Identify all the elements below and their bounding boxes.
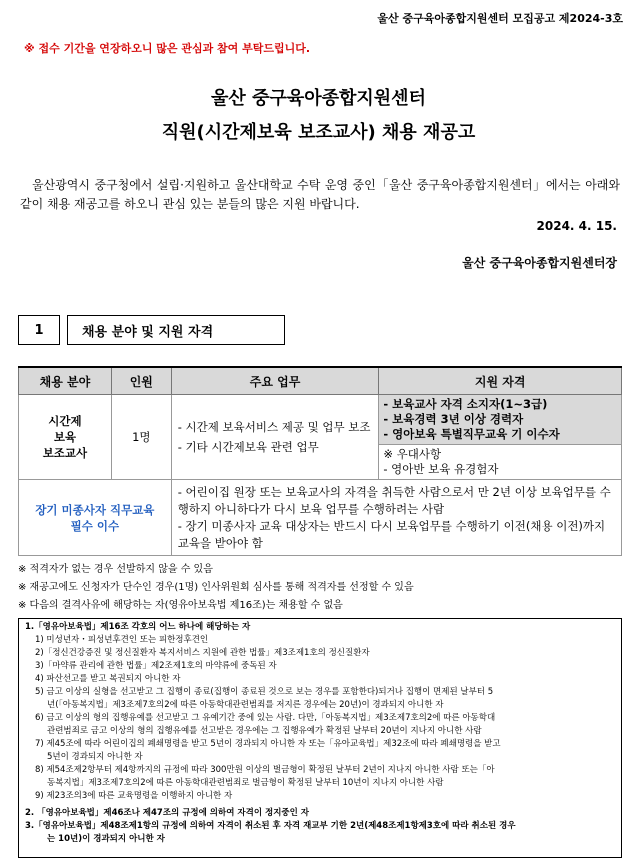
long-term-description: [171, 480, 621, 556]
preferred-qualifications: [379, 445, 622, 480]
section-title: 채용 분야 및 지원 자격: [67, 315, 285, 345]
disqual-item: 4) 파산선고를 받고 복권되지 아니한 자: [35, 674, 181, 684]
disqual-item-cont: 관련범죄로 금고 이상의 형의 집행유예를 선고받은 경우에는 그 집행유예가 확정된 날부터 20년이 지나지 아니한 사람: [47, 726, 482, 736]
disqual-heading-3: 3.「영유아보육법」제48조제1항의 규정에 의하여 자격이 취소된 후 자격 재교부 기한 2년(제48조제1항제3호에 따라 취소된 경우: [25, 821, 516, 831]
page-title: 울산 중구육아종합지원센터: [211, 88, 426, 109]
required-qualifications: [379, 395, 622, 445]
disqual-heading-3-cont: 는 10년)이 경과되지 아니한 자: [47, 834, 165, 844]
field-cell: [19, 395, 112, 480]
notice-number: 울산 중구육아종합지원센터 모집공고 제2024-3호: [377, 12, 623, 25]
intro-paragraph: 울산광역시 중구청에서 설립·지원하고 울산대학교 수탁 운영 중인「울산 중구육아종합지원센터」에서는 아래와 같이 채용 재공고를 하오니 관심 있는 분들의 많은 지원 바랍니다.: [20, 178, 620, 211]
long-term-label-line: 장기 미종사자 직무교육: [35, 502, 155, 517]
disqual-item: 7) 제45조에 따라 어린이집의 폐쇄명령을 받고 5년이 경과되지 아니한 자 또는「유아교육법」제32조에 따라 폐쇄명령을 받고: [35, 739, 501, 749]
disqual-item-cont: 동복지법」제3조제7호의2에 따른 아동학대관련범죄로 벌금형이 확정된 날부터 10년이 지나지 아니한 사람: [47, 778, 444, 788]
disqual-item: 9) 제23조의3에 따른 교육명령을 이행하지 아니한 자: [35, 791, 233, 801]
duty-item: - 기타 시간제보육 관련 업무: [177, 440, 319, 454]
note-item: ※ 재공고에도 신청자가 단수인 경우(1명) 인사위원회 심사를 통해 적격자를 선정할 수 있음: [18, 582, 414, 593]
disqual-item: 1) 미성년자・피성년후견인 또는 피한정후견인: [35, 635, 209, 645]
announce-date: 2024. 4. 15.: [536, 219, 617, 233]
long-term-item: - 어린이집 원장 또는 보육교사의 자격을 취득한 사람으로서 만 2년 이상 보육업무를 수행하지 아니하다가 다시 보육 업무를 수행하려는 사람: [177, 484, 611, 516]
page-subtitle: 직원(시간제보육 보조교사) 채용 재공고: [161, 122, 476, 143]
field-line: 시간제: [48, 414, 82, 428]
qual-item: - 보육교사 자격 소지자(1~3급): [383, 397, 548, 411]
disqual-item: 6) 금고 이상의 형의 집행유예를 선고받고 그 유예기간 중에 있는 사람. 다만,「아동복지법」제3조제7호의2에 따른 아동학대: [35, 713, 496, 723]
disqual-item: 8) 제54조제2항부터 제4항까지의 규정에 따라 300만원 이상의 벌금형이 확정된 날부터 2년이 지나지 아니한 사람 또는「아: [35, 765, 495, 775]
qual-item: - 보육경력 3년 이상 경력자: [383, 412, 524, 426]
header-field: 채용 분야: [19, 367, 112, 395]
signer: 울산 중구육아종합지원센터장: [462, 256, 617, 270]
notes: [18, 561, 414, 615]
qual-pref-item: - 영아반 보육 유경험자: [383, 462, 499, 476]
header-qualification: 지원 자격: [379, 367, 622, 395]
header-duties: 주요 업무: [171, 367, 379, 395]
disqual-item: 2)「정신건강증진 및 정신질환자 복지서비스 지원에 관한 법률」제3조제1호의 정신질환자: [35, 648, 370, 658]
note-item: ※ 적격자가 없는 경우 선발하지 않을 수 있음: [18, 564, 213, 575]
disqual-heading-2: 2. 「영유아보육법」제46조나 제47조의 규정에 의하여 자격이 정지중인 자: [25, 808, 310, 818]
note-item: ※ 다음의 결격사유에 해당하는 자(영유아보육법 제16조)는 채용할 수 없음: [18, 600, 343, 611]
long-term-label-line: 필수 이수: [70, 518, 120, 533]
disqual-item: 5) 금고 이상의 실형을 선고받고 그 집행이 종료(집행이 종료된 것으로 보는 경우를 포함한다)되거나 집행이 면제된 날부터 5: [35, 687, 494, 697]
recruit-table: [18, 366, 622, 556]
long-term-label: [19, 480, 172, 556]
section-number: 1: [18, 315, 60, 345]
field-line: 보육: [53, 430, 77, 444]
disqualification-box: [18, 618, 622, 858]
qual-item: - 영아보육 특별직무교육 기 이수자: [383, 427, 560, 441]
disqual-heading-1: 1.「영유아보육법」제16조 각호의 어느 하나에 해당하는 자: [25, 622, 251, 632]
duty-item: - 시간제 보육서비스 제공 및 업무 보조: [177, 420, 371, 434]
qual-pref-heading: ※ 우대사항: [383, 447, 442, 461]
header-count: 인원: [111, 367, 171, 395]
disqual-item-cont: 5년이 경과되지 아니한 자: [47, 752, 143, 762]
long-term-item: - 장기 미종사자 교육 대상자는 반드시 다시 보육업무를 수행하기 이전(채용 이전)까지 교육을 받아야 함: [177, 518, 606, 550]
disqual-item: 3)「마약류 관리에 관한 법률」제2조제1호의 마약류에 중독된 자: [35, 661, 277, 671]
duties-cell: [171, 395, 379, 480]
count-cell: 1명: [111, 395, 171, 480]
disqual-item-cont: 년(「아동복지법」제3조제7호의2에 따른 아동학대관련범죄를 저지른 경우에는 20년)이 경과되지 아니한 자: [47, 700, 444, 710]
field-line: 보조교사: [42, 446, 88, 460]
extension-notice: ※ 접수 기간을 연장하오니 많은 관심과 참여 부탁드립니다.: [24, 42, 311, 55]
